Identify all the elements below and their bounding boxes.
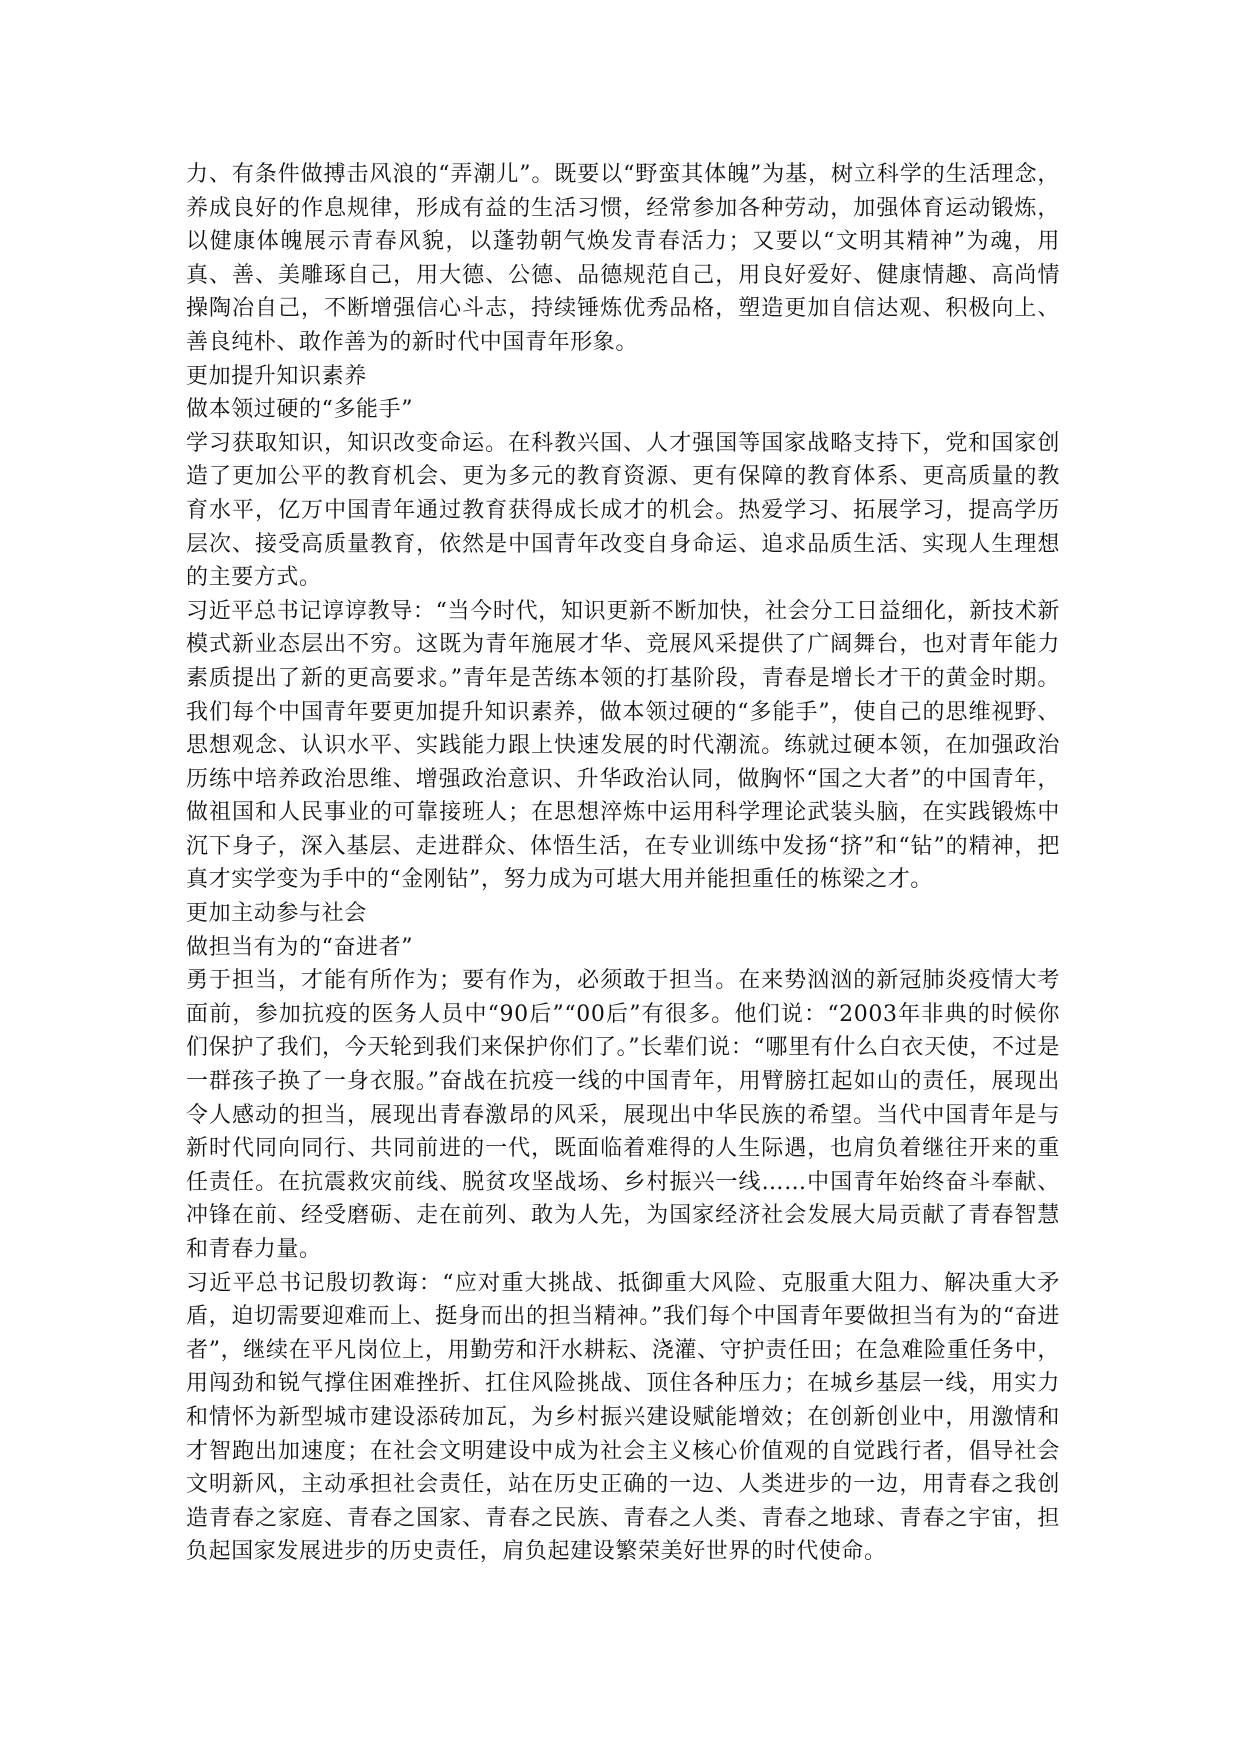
paragraph-responsibility-instruction: 习近平总书记殷切教诲：“应对重大挑战、抵御重大风险、克服重大阻力、解决重大矛盾，迫切需要迎难而上、挺身而出的担当精神。”我们每个中国青年要做担当有为的“奋进者”，继续在平凡岗位上，用勤劳和汗水耕耘、浇灌、守护责任田；在急难险重任务中，用闯劲和锐气撑住困难挫折、扛住风险挑战、顶住各种压力；在城乡基层一线，用实力和情怀为新型城市建设添砖加瓦，为乡村振兴建设赋能增效；在创新创业中，用激情和才智跑出加速度；在社会文明建设中成为社会主义核心价值观的自觉践行者，倡导社会文明新风，主动承担社会责任，站在历史正确的一边、人类进步的一边，用青春之我创造青春之家庭、青春之国家、青春之民族、青春之人类、青春之地球、青春之宇宙，担负起国家发展进步的历史责任，肩负起建设繁荣美好世界的时代使命。 <box>186 1270 1060 1565</box>
paragraph-responsibility: 勇于担当，才能有所作为；要有作为，必须敢于担当。在来势汹汹的新冠肺炎疫情大考面前，参加抗疫的医务人员中“90后”“00后”有很多。他们说：“2003年非典的时候你们保护了我们，今天轮到我们来保护你们了。”长辈们说：“哪里有什么白衣天使，不过是一群孩子换了一身衣服。”奋战在抗疫一线的中国青年，用臂膀扛起如山的责任，展现出令人感动的担当，展现出青春激昂的风采，展现出中华民族的希望。当代中国青年是与新时代同向同行、共同前进的一代，既面临着难得的人生际遇，也肩负着继往开来的重任责任。在抗震救灾前线、脱贫攻坚战场、乡村振兴一线……中国青年始终奋斗奉献、冲锋在前、经受磨砺、走在前列、敢为人先，为国家经济社会发展大局贡献了青春智慧和青春力量。 <box>186 968 1060 1262</box>
section-heading-knowledge: 更加提升知识素养 <box>186 363 367 389</box>
paragraph-education: 学习获取知识，知识改变命运。在科教兴国、人才强国等国家战略支持下，党和国家创造了更加公平的教育机会、更为多元的教育资源、更有保障的教育体系、更高质量的教育水平，亿万中国青年通过教育获得成长成才的机会。热爱学习、拓展学习，提高学历层次、接受高质量教育，依然是中国青年改变自身命运、追求品质生活、实现人生理想的主要方式。 <box>186 430 1060 591</box>
paragraph-knowledge-instruction: 习近平总书记谆谆教导：“当今时代，知识更新不断加快，社会分工日益细化，新技术新模式新业态层出不穷。这既为青年施展才华、竞展风采提供了广阔舞台，也对青年能力素质提出了新的更高要求。”青年是苦练本领的打基阶段，青春是增长才干的黄金时期。我们每个中国青年要更加提升知识素养，做本领过硬的“多能手”，使自己的思维视野、思想观念、认识水平、实践能力跟上快速发展的时代潮流。练就过硬本领，在加强政治历练中培养政治思维、增强政治意识、升华政治认同，做胸怀“国之大者”的中国青年，做祖国和人民事业的可靠接班人；在思想淬炼中运用科学理论武装头脑，在实践锻炼中沉下身子，深入基层、走进群众、体悟生活，在专业训练中发扬“挤”和“钻”的精神，把真才实学变为手中的“金刚钻”，努力成为可堪大用并能担重任的栋梁之才。 <box>186 598 1060 893</box>
section-heading-society: 更加主动参与社会 <box>186 901 367 927</box>
section-subheading-multi-skilled: 做本领过硬的“多能手” <box>186 397 414 423</box>
section-subheading-striver: 做担当有为的“奋进者” <box>186 934 414 960</box>
document-body <box>186 158 1060 1569</box>
paragraph-physical-spirit: 力、有条件做搏击风浪的“弄潮儿”。既要以“野蛮其体魄”为基，树立科学的生活理念，养成良好的作息规律，形成有益的生活习惯，经常参加各种劳动，加强体育运动锻炼，以健康体魄展示青春风貌，以蓬勃朝气焕发青春活力；又要以“文明其精神”为魂，用真、善、美雕琢自己，用大德、公德、品德规范自己，用良好爱好、健康情趣、高尚情操陶冶自己，不断增强信心斗志，持续锤炼优秀品格，塑造更加自信达观、积极向上、善良纯朴、敢作善为的新时代中国青年形象。 <box>186 162 1060 355</box>
